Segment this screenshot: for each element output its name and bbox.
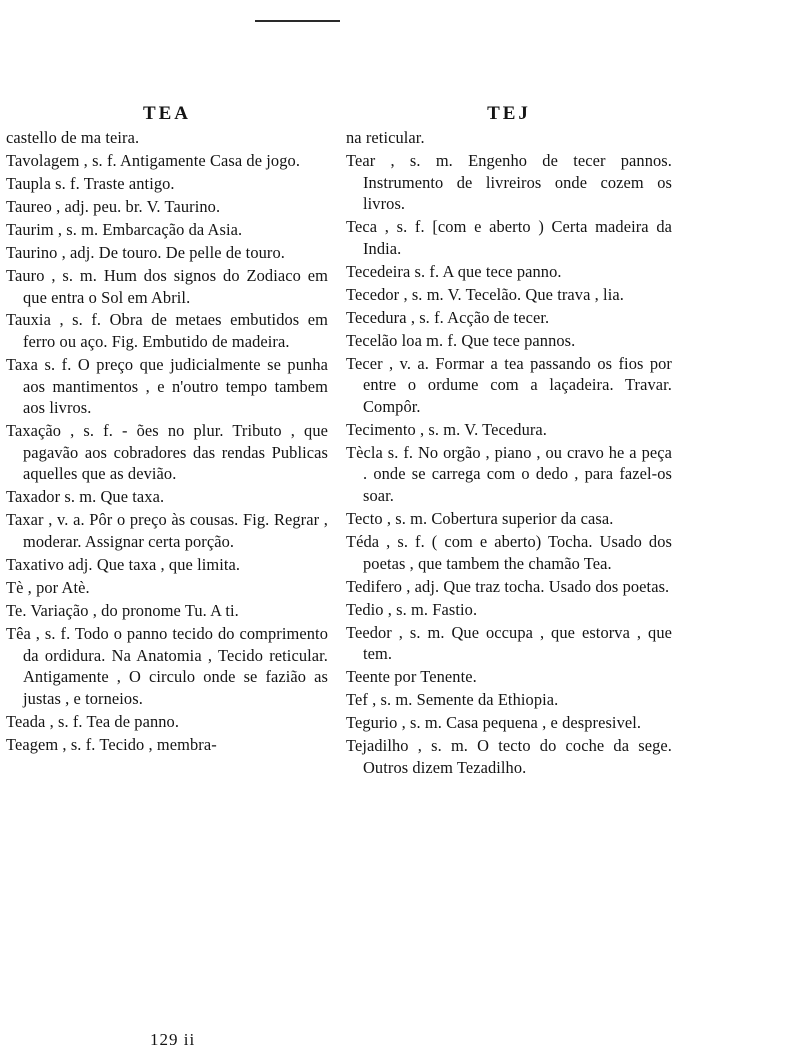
- left-running-header: TEA: [142, 103, 192, 124]
- dictionary-entry: Taxar , v. a. Pôr o preço às cousas. Fig. Regrar , moderar. Assignar certa porção.: [6, 510, 328, 551]
- dictionary-entry: Tedifero , adj. Que traz tocha. Usado dos poetas.: [346, 576, 670, 596]
- dictionary-entry: Teada , s. f. Tea de panno.: [6, 711, 180, 731]
- dictionary-entry: Taxador s. m. Que taxa.: [6, 487, 165, 507]
- dictionary-entry: Tavolagem , s. f. Antigamente Casa de jogo.: [6, 150, 301, 170]
- dictionary-entry: Teente por Tenente.: [346, 667, 477, 687]
- right-running-header: TEJ: [487, 103, 531, 124]
- dictionary-entry: Tècla s. f. No orgão , piano , ou cravo he a peça . onde se carrega com o dedo , para fazel-os soar.: [346, 442, 672, 506]
- dictionary-entry: Tecedura , s. f. Acção de tecer.: [346, 307, 550, 327]
- dictionary-entry: Taurino , adj. De touro. De pelle de touro.: [6, 242, 285, 262]
- dictionary-entry: na reticular.: [346, 128, 425, 147]
- dictionary-entry: Taxativo adj. Que taxa , que limita.: [6, 554, 241, 574]
- dictionary-entry: Tef , s. m. Semente da Ethiopia.: [346, 690, 559, 710]
- dictionary-entry: castello de ma teira.: [6, 128, 140, 147]
- top-rule: [255, 20, 340, 22]
- dictionary-entry: Teca , s. f. [com e aberto ) Certa madeira da India.: [346, 217, 672, 258]
- right-entries: [346, 127, 672, 778]
- dictionary-entry: Tè , por Atè.: [6, 577, 90, 597]
- dictionary-entry: Teagem , s. f. Tecido , membra-: [6, 734, 217, 754]
- dictionary-entry: Têa , s. f. Todo o panno tecido do comprimento da ordidura. Na Anatomia , Tecido reticular. Antigamente , O circulo onde se fazião as justas , e torneios.: [6, 623, 328, 708]
- page-footer: 129 ii: [150, 1030, 196, 1049]
- dictionary-entry: Tegurio , s. m. Casa pequena , e despresivel.: [346, 713, 642, 733]
- dictionary-entry: Taurim , s. m. Embarcação da Asia.: [6, 219, 243, 239]
- dictionary-entry: Tecelão loa m. f. Que tece pannos.: [346, 330, 576, 350]
- dictionary-entry: Tecedor , s. m. V. Tecelão. Que trava , lia.: [346, 284, 624, 304]
- dictionary-entry: Tecto , s. m. Cobertura superior da casa.: [346, 509, 614, 528]
- dictionary-entry: Tejadilho , s. m. O tecto do coche da sege. Outros dizem Tezadilho.: [346, 736, 672, 777]
- dictionary-entry: Taupla s. f. Traste antigo.: [6, 173, 175, 193]
- dictionary-entry: Tauro , s. m. Hum dos signos do Zodiaco em que entra o Sol em Abril.: [6, 265, 328, 307]
- dictionary-entry: Tecimento , s. m. V. Tecedura.: [346, 419, 547, 439]
- dictionary-entry: Taxação , s. f. - ões no plur. Tributo , que pagavão aos cobradores das rendas Publicas aquelles que as devião.: [6, 421, 328, 484]
- left-column: [6, 104, 328, 757]
- dictionary-entry: Tauxia , s. f. Obra de metaes embutidos em ferro ou aço. Fig. Embutido de madeira.: [6, 310, 328, 352]
- dictionary-entry: Taureo , adj. peu. br. V. Taurino.: [6, 196, 221, 216]
- dictionary-entry: Téda , s. f. ( com e aberto) Tocha. Usado dos poetas , que tambem the chamão Tea.: [346, 531, 672, 573]
- dictionary-entry: Taxa s. f. O preço que judicialmente se punha aos mantimentos , e n'outro tempo tambem aos livros.: [6, 355, 328, 418]
- right-column: [346, 104, 672, 780]
- dictionary-entry: Tear , s. m. Engenho de tecer pannos. Instrumento de livreiros onde cozem os livros.: [346, 150, 672, 214]
- dictionary-entry: Teedor , s. m. Que occupa , que estorva , que tem.: [346, 622, 672, 664]
- dictionary-entry: Tecer , v. a. Formar a tea passando os fios por entre o ordume com a laçadeira. Travar. Compôr.: [346, 353, 672, 416]
- dictionary-entry: Tecedeira s. f. A que tece panno.: [346, 261, 562, 281]
- left-entries: [6, 127, 328, 755]
- dictionary-entry: Te. Variação , do pronome Tu. A ti.: [6, 600, 239, 620]
- dictionary-entry: Tedio , s. m. Fastio.: [346, 599, 478, 619]
